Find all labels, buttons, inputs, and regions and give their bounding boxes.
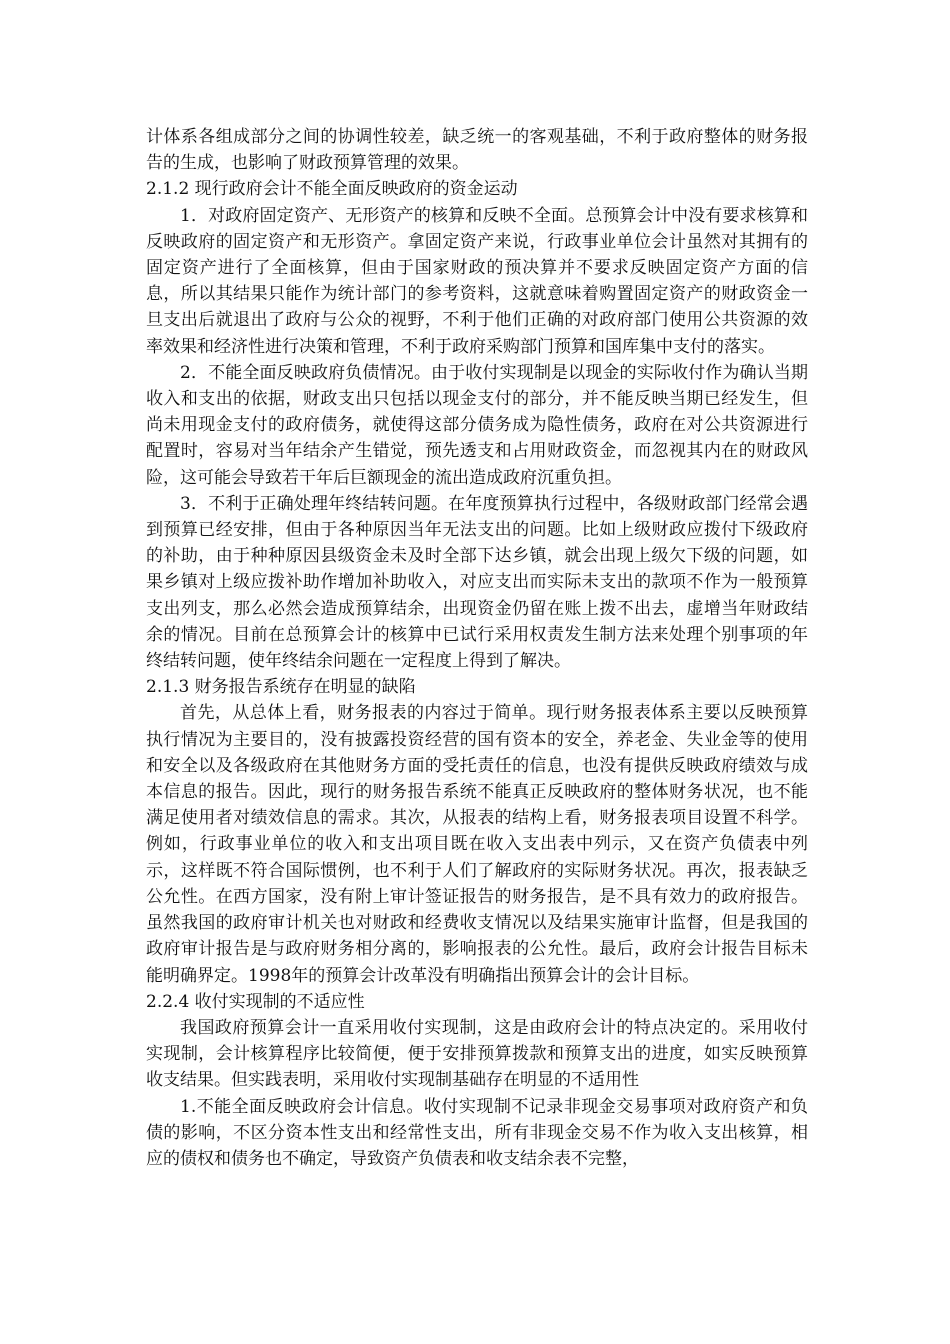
document-page [146, 124, 808, 1172]
paragraph-continued: 计体系各组成部分之间的协调性较差，缺乏统一的客观基础，不利于政府整体的财务报告的生成，也影响了财政预算管理的效果。 [146, 127, 808, 174]
paragraph-financial-report-defects: 首先，从总体上看，财务报表的内容过于简单。现行财务报表体系主要以反映预算执行情况为主要目的，没有披露投资经营的国有资本的安全，养老金、失业金等的使用和安全以及各级政府在其他财务方面的受托责任的信息，也没有提供反映政府绩效与成本信息的报告。因此，现行的财务报告系统不能真正反映政府的整体财务状况，也不能满足使用者对绩效信息的需求。其次，从报表的结构上看，财务报表项目设置不科学。例如，行政事业单位的收入和支出项目既在收入支出表中列示，又在资产负债表中列示，这样既不符合国际惯例，也不利于人们了解政府的实际财务状况。再次，报表缺乏公允性。在西方国家，没有附上审计签证报告的财务报告，是不具有效力的政府报告。虽然我国的政府审计机关也对财政和经费收支情况以及结果实施审计监督，但是我国的政府审计报告是与政府财务相分离的，影响报表的公允性。最后，政府会计报告目标未能明确界定。1998年的预算会计改革没有明确指出预算会计的会计目标。 [146, 703, 808, 986]
paragraph-year-end-carryover: 3．不利于正确处理年终结转问题。在年度预算执行过程中，各级财政部门经常会遇到预算已经安排，但由于各种原因当年无法支出的问题。比如上级财政应拨付下级政府的补助，由于种种原因县级资金未及时全部下达乡镇，就会出现上级欠下级的问题，如果乡镇对上级应拨补助作增加补助收入，对应支出而实际未支出的款项不作为一般预算支出列支，那么必然会造成预算结余，出现资金仍留在账上拨不出去，虚增当年财政结余的情况。目前在总预算会计的核算中已试行采用权责发生制方法来处理个别事项的年终结转问题，使年终结余问题在一定程度上得到了解决。 [146, 493, 808, 672]
paragraph-cash-basis-point-1: 1.不能全面反映政府会计信息。收付实现制不记录非现金交易事项对政府资产和负债的影响，不区分资本性支出和经常性支出，所有非现金交易不作为收入支出核算，相应的债权和债务也不确定，导致资产负债表和收支结余表不完整， [146, 1096, 808, 1169]
section-heading-2-2-4: 2.2.4 收付实现制的不适应性 [146, 991, 365, 1012]
paragraph-liabilities: 2．不能全面反映政府负债情况。由于收付实现制是以现金的实际收付作为确认当期收入和支出的依据，财政支出只包括以现金支付的部分，并不能反映当期已经发生，但尚未用现金支付的政府债务，就使得这部分债务成为隐性债务，政府在对公共资源进行配置时，容易对当年结余产生错觉，预先透支和占用财政资金，而忽视其内在的财政风险，这可能会导致若干年后巨额现金的流出造成政府沉重负担。 [146, 362, 808, 488]
paragraph-fixed-assets: 1．对政府固定资产、无形资产的核算和反映不全面。总预算会计中没有要求核算和反映政府的固定资产和无形资产。拿固定资产来说，行政事业单位会计虽然对其拥有的固定资产进行了全面核算，但由于国家财政的预决算并不要求反映固定资产方面的信息，所以其结果只能作为统计部门的参考资料，这就意味着购置固定资产的财政资金一旦支出后就退出了政府与公众的视野，不利于他们正确的对政府部门使用公共资源的效率效果和经济性进行决策和管理，不利于政府采购部门预算和国库集中支付的落实。 [146, 205, 808, 357]
section-heading-2-1-2: 2.1.2 现行政府会计不能全面反映政府的资金运动 [146, 179, 518, 200]
paragraph-cash-basis-intro: 我国政府预算会计一直采用收付实现制，这是由政府会计的特点决定的。采用收付实现制，会计核算程序比较简便，便于安排预算拨款和预算支出的进度，如实反映预算收支结果。但实践表明，采用收付实现制基础存在明显的不适用性 [146, 1017, 808, 1091]
section-heading-2-1-3: 2.1.3 财务报告系统存在明显的缺陷 [146, 677, 416, 698]
